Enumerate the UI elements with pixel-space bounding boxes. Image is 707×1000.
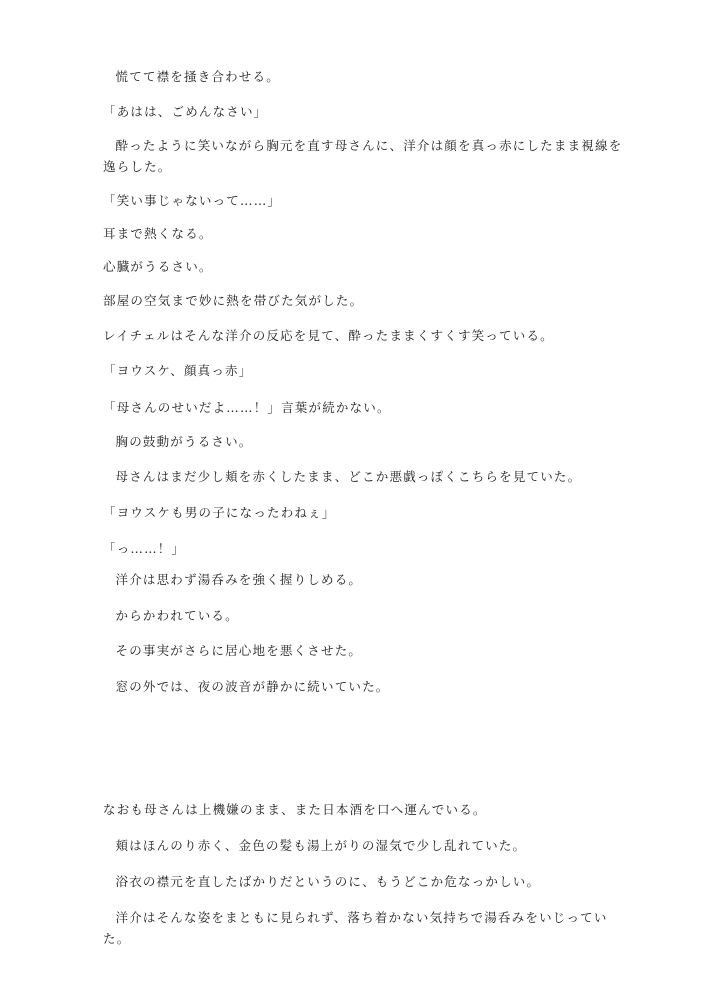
paragraph: 慌てて襟を掻き合わせる。 [115,69,280,84]
paragraph: 心臓がうるさい。 [103,259,213,274]
paragraph: 「あはは、ごめんなさい」 [103,104,268,119]
paragraph: からかわれている。 [115,608,239,623]
paragraph: 「母さんのせいだよ……！」言葉が続かない。 [103,400,391,415]
paragraph: その事実がさらに居心地を悪くさせた。 [115,643,363,658]
paragraph: 耳まで熱くなる。 [103,226,213,241]
paragraph: 「ヨウスケも男の子になったわねぇ」 [103,505,336,520]
paragraph: 頬はほんのり赤く、金色の髪も湯上がりの湿気で少し乱れていた。 [115,838,527,853]
paragraph: 「っ……！」 [103,541,186,556]
paragraph: 洋介はそんな姿をまともに見られず、落ち着かない気持ちで湯呑みをいじっていた。 [103,910,608,946]
paragraph: 胸の鼓動がうるさい。 [115,434,253,449]
paragraph: 洋介は思わず湯呑みを強く握りしめる。 [115,572,363,587]
paragraph: 「笑い事じゃないって……」 [103,193,282,208]
paragraph: 酔ったように笑いながら胸元を直す母さんに、洋介は顔を真っ赤にしたまま視線を逸らした。 [103,138,623,174]
paragraph: レイチェルはそんな洋介の反応を見て、酔ったままくすくす笑っている。 [103,328,554,343]
paragraph: なおも母さんは上機嫌のまま、また日本酒を口へ運んでいる。 [103,802,487,817]
paragraph: 「ヨウスケ、顔真っ赤」 [103,363,253,378]
paragraph: 浴衣の襟元を直したばかりだというのに、もうどこか危なっかしい。 [115,874,541,889]
paragraph: 母さんはまだ少し頬を赤くしたまま、どこか悪戯っぽくこちらを見ていた。 [115,469,582,484]
paragraph: 窓の外では、夜の波音が静かに続いていた。 [115,679,390,694]
paragraph: 部屋の空気まで妙に熱を帯びた気がした。 [103,293,364,308]
